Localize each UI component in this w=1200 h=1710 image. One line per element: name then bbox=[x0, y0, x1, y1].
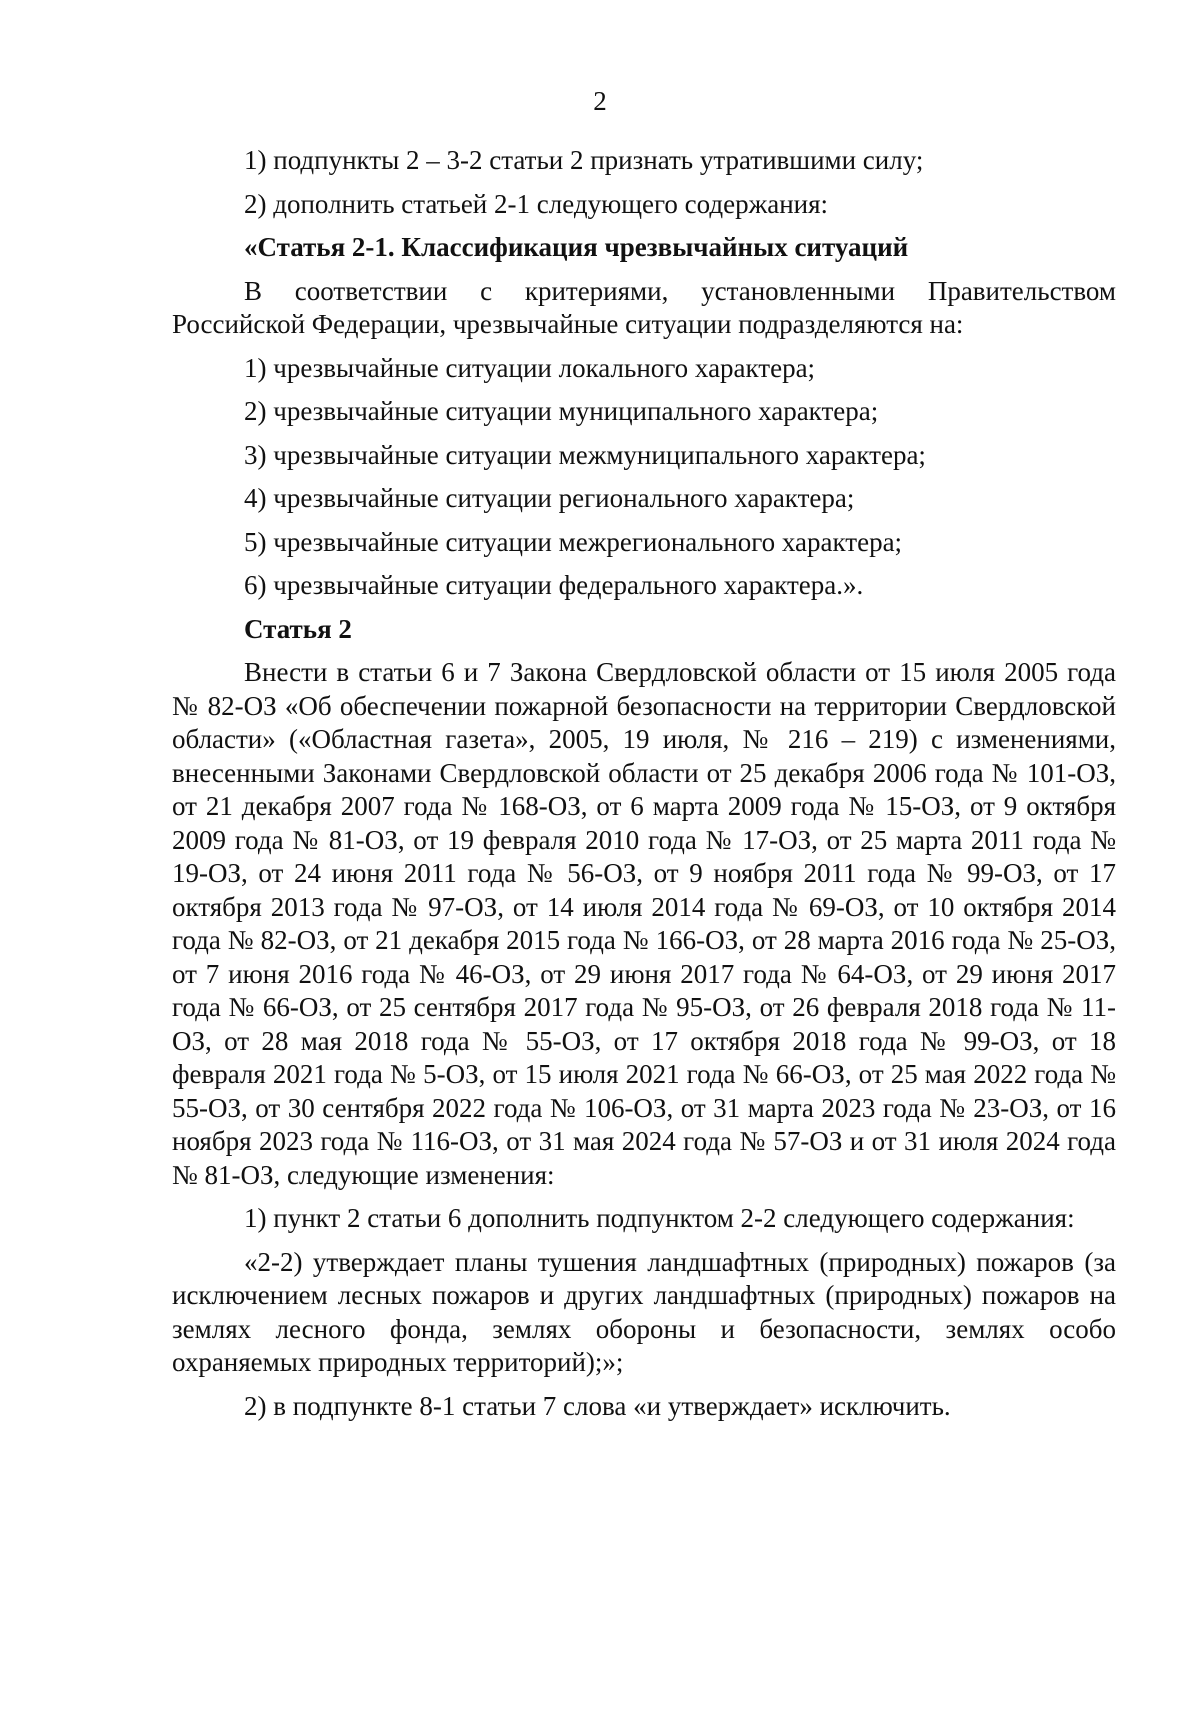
article-2-heading: Статья 2 bbox=[244, 613, 352, 644]
list-item-municipal: 2) чрезвычайные ситуации муниципального характера; bbox=[244, 396, 879, 426]
paragraph-amendment-1: 1) пункт 2 статьи 6 дополнить подпунктом 2-2 следующего содержания: bbox=[244, 1203, 1075, 1233]
list-item-federal: 6) чрезвычайные ситуации федерального характера.». bbox=[244, 570, 864, 600]
paragraph-amendment-2: 2) в подпункте 8-1 статьи 7 слова «и утверждает» исключить. bbox=[244, 1390, 951, 1421]
paragraph-item-2: 2) дополнить статьей 2-1 следующего содержания: bbox=[244, 188, 829, 219]
page-number: 2 bbox=[593, 86, 607, 116]
list-item-regional: 4) чрезвычайные ситуации регионального характера; bbox=[244, 483, 855, 513]
article-2-1-heading: «Статья 2-1. Классификация чрезвычайных ситуаций bbox=[244, 232, 909, 262]
paragraph-classification-intro: В соответствии с критериями, установленными Правительством Российской Федерации, чрезвычайные ситуации подразделяются на: bbox=[172, 275, 1116, 339]
document-body bbox=[172, 144, 1116, 1433]
list-item-local: 1) чрезвычайные ситуации локального характера; bbox=[244, 352, 816, 383]
paragraph-amendment-1-text: «2-2) утверждает планы тушения ландшафтных (природных) пожаров (за исключением лесных пожаров и других ландшафтных (природных) пожаров на землях лесного фонда, землях обороны и безопасности, землях особо охраняемых природных территорий);»; bbox=[172, 1246, 1116, 1377]
list-item-intermunicipal: 3) чрезвычайные ситуации межмуниципального характера; bbox=[244, 439, 926, 470]
paragraph-item-1: 1) подпункты 2 – 3-2 статьи 2 признать утратившими силу; bbox=[244, 145, 924, 175]
list-item-interregional: 5) чрезвычайные ситуации межрегионального характера; bbox=[244, 526, 903, 557]
paragraph-amendments-intro: Внести в статьи 6 и 7 Закона Свердловской области от 15 июля 2005 года № 82-ОЗ «Об обеспечении пожарной безопасности на территории Свердловской области» («Областная газета», 2005, 19 июля, № 216 – 219) с изменениями, внесенными Законами Свердловской области от 25 декабря 2006 года № 101-ОЗ, от 21 декабря 2007 года № 168-ОЗ, от 6 марта 2009 года № 15-ОЗ, от 9 октября 2009 года № 81-ОЗ, от 19 февраля 2010 года № 17-ОЗ, от 25 марта 2011 года № 19-ОЗ, от 24 июня 2011 года № 56-ОЗ, от 9 ноября 2011 года № 99-ОЗ, от 17 октября 2013 года № 97-ОЗ, от 14 июля 2014 года № 69-ОЗ, от 10 октября 2014 года № 82-ОЗ, от 21 декабря 2015 года № 166-ОЗ, от 28 марта 2016 года № 25-ОЗ, от 7 июня 2016 года № 46-ОЗ, от 29 июня 2017 года № 64-ОЗ, от 29 июня 2017 года № 66-ОЗ, от 25 сентября 2017 года № 95-ОЗ, от 26 февраля 2018 года № 11-ОЗ, от 28 мая 2018 года № 55-ОЗ, от 17 октября 2018 года № 99-ОЗ, от 18 февраля 2021 года № 5-ОЗ, от 15 июля 2021 года № 66-ОЗ, от 25 мая 2022 года № 55-ОЗ, от 30 сентября 2022 года № 106-ОЗ, от 31 марта 2023 года № 23-ОЗ, от 16 ноября 2023 года № 116-ОЗ, от 31 мая 2024 года № 57-ОЗ и от 31 июля 2024 года № 81-ОЗ, следующие изменения: bbox=[172, 657, 1116, 1190]
